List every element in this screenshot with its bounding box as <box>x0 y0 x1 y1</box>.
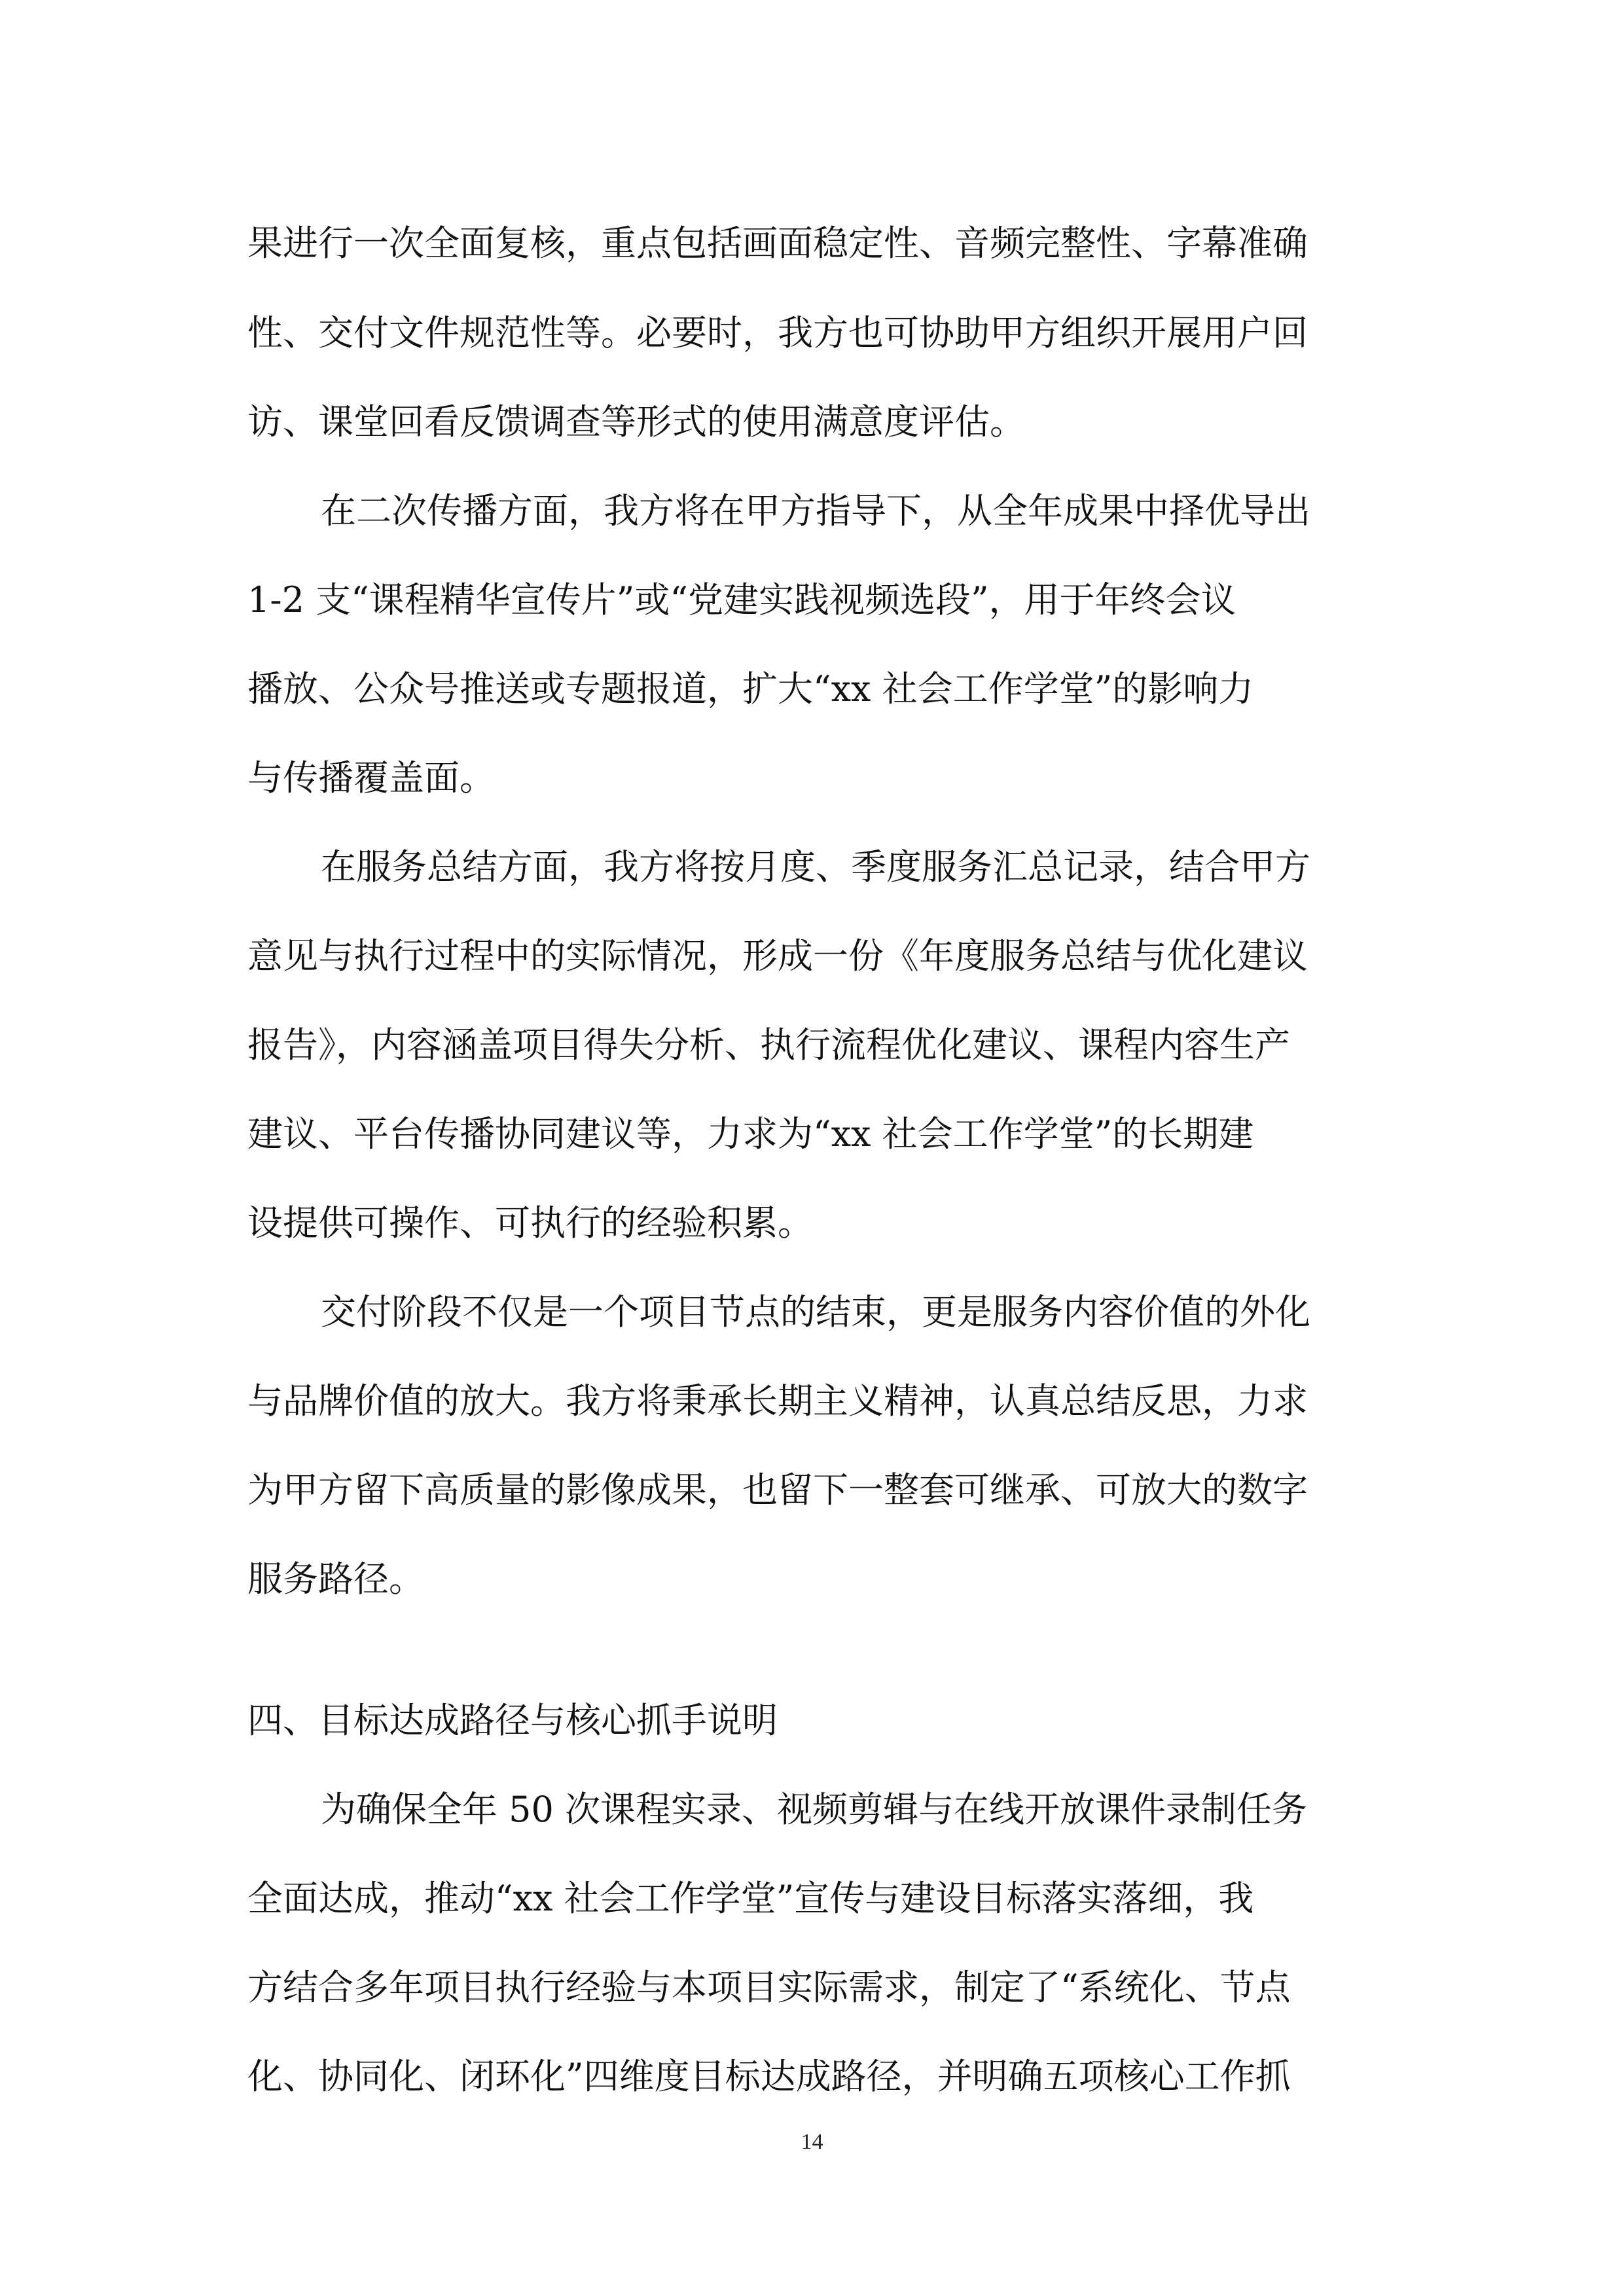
paragraph-line: 1-2 支“课程精华宣传片”或“党建实践视频选段”，用于年终会议 <box>247 579 1236 620</box>
paragraph-line: 交付阶段不仅是一个项目节点的结束，更是服务内容价值的外化 <box>321 1291 1310 1333</box>
paragraph-line: 化、协同化、闭环化”四维度目标达成路径，并明确五项核心工作抓 <box>247 2056 1291 2097</box>
paragraph-line: 与传播覆盖面。 <box>247 757 495 798</box>
paragraph-line: 全面达成，推动“xx 社会工作学堂”宣传与建设目标落实落细，我 <box>247 1878 1254 1919</box>
paragraph-line: 播放、公众号推送或专题报道，扩大“xx 社会工作学堂”的影响力 <box>247 668 1254 709</box>
paragraph-line: 方结合多年项目执行经验与本项目实际需求，制定了“系统化、节点 <box>247 1967 1291 2008</box>
paragraph-line: 服务路径。 <box>247 1558 424 1600</box>
paragraph-line: 建议、平台传播协同建议等，力求为“xx 社会工作学堂”的长期建 <box>247 1113 1254 1155</box>
paragraph-line: 性、交付文件规范性等。必要时，我方也可协助甲方组织开展用户回 <box>247 312 1308 353</box>
paragraph-line: 意见与执行过程中的实际情况，形成一份《年度服务总结与优化建议 <box>247 935 1308 977</box>
paragraph-line: 报告》，内容涵盖项目得失分析、执行流程优化建议、课程内容生产 <box>247 1024 1290 1066</box>
paragraph-line: 设提供可操作、可执行的经验积累。 <box>247 1202 813 1244</box>
page-number: 14 <box>801 2130 823 2154</box>
paragraph-line: 果进行一次全面复核，重点包括画面稳定性、音频完整性、字幕准确 <box>247 223 1308 264</box>
paragraph-line: 与品牌价值的放大。我方将秉承长期主义精神，认真总结反思，力求 <box>247 1380 1308 1422</box>
paragraph-line: 在服务总结方面，我方将按月度、季度服务汇总记录，结合甲方 <box>321 846 1310 888</box>
paragraph-line: 在二次传播方面，我方将在甲方指导下，从全年成果中择优导出 <box>321 490 1310 531</box>
paragraph-line: 为确保全年 50 次课程实录、视频剪辑与在线开放课件录制任务 <box>321 1789 1308 1830</box>
paragraph-line: 访、课堂回看反馈调查等形式的使用满意度评估。 <box>247 401 1025 442</box>
section-heading: 四、目标达成路径与核心抓手说明 <box>247 1700 778 1741</box>
paragraph-line: 为甲方留下高质量的影像成果，也留下一整套可继承、可放大的数字 <box>247 1469 1308 1511</box>
